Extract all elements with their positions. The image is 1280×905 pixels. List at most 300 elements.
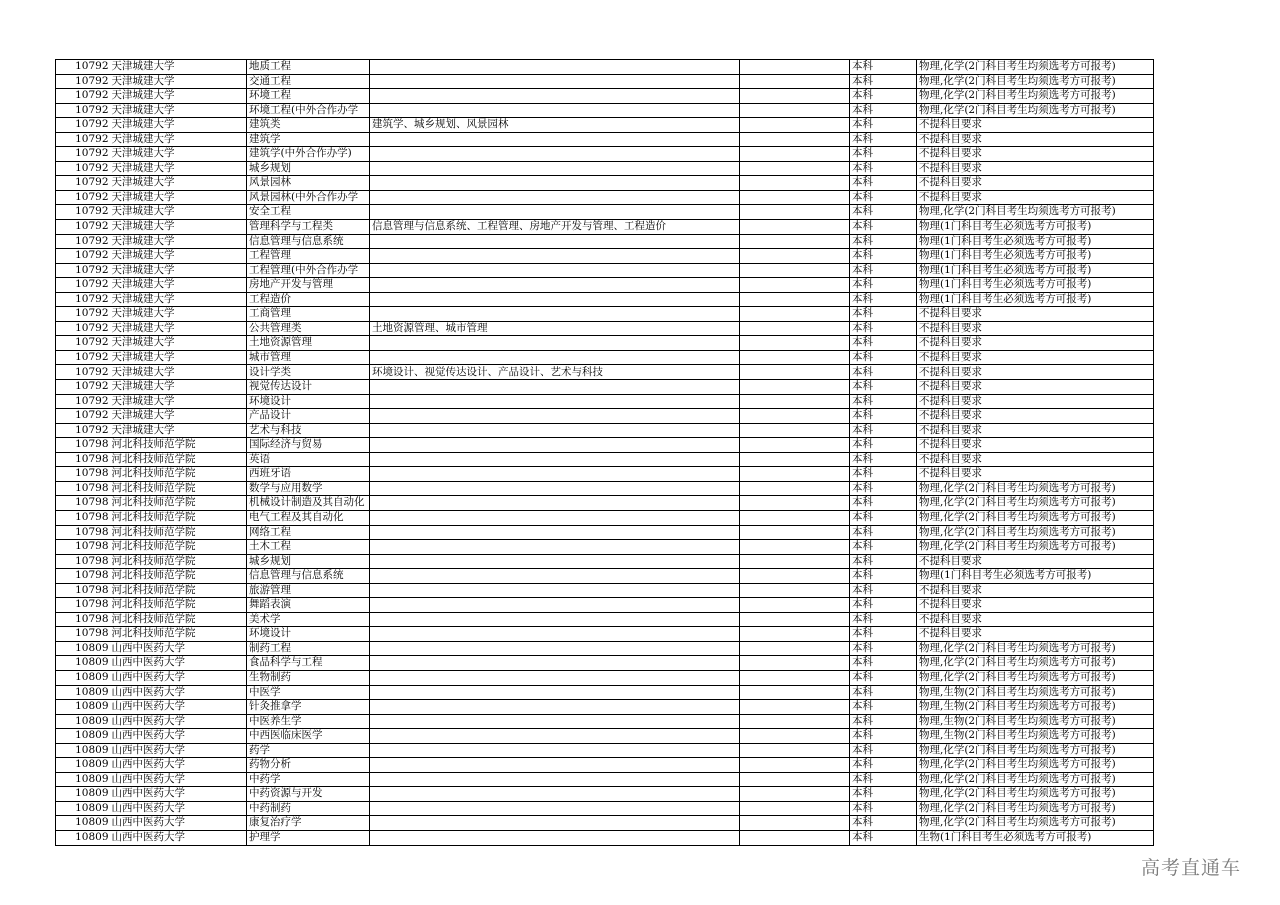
- note-cell: [740, 496, 850, 511]
- school-name-cell: 河北科技师范学院: [110, 481, 247, 496]
- note-cell: [740, 394, 850, 409]
- included-majors-cell: [370, 350, 740, 365]
- school-code-cell: 10798: [56, 612, 110, 627]
- subject-requirement-cell: 不提科目要求: [917, 598, 1154, 613]
- included-majors-cell: [370, 161, 740, 176]
- included-majors-cell: [370, 89, 740, 104]
- included-majors-cell: 土地资源管理、城市管理: [370, 321, 740, 336]
- major-cell: 风景园林: [247, 176, 370, 191]
- school-name-cell: 天津城建大学: [110, 307, 247, 322]
- school-code-cell: 10792: [56, 234, 110, 249]
- major-cell: 地质工程: [247, 60, 370, 75]
- included-majors-cell: [370, 467, 740, 482]
- subject-requirement-cell: 物理,化学(2门科目考生均须选考方可报考): [917, 816, 1154, 831]
- note-cell: [740, 554, 850, 569]
- level-cell: 本科: [850, 118, 917, 133]
- school-name-cell: 天津城建大学: [110, 132, 247, 147]
- table-row: [56, 292, 1154, 307]
- included-majors-cell: [370, 496, 740, 511]
- school-code-cell: 10809: [56, 656, 110, 671]
- school-name-cell: 山西中医药大学: [110, 714, 247, 729]
- included-majors-cell: [370, 510, 740, 525]
- school-code-cell: 10792: [56, 190, 110, 205]
- table-row: [56, 801, 1154, 816]
- table-row: [56, 190, 1154, 205]
- major-cell: 英语: [247, 452, 370, 467]
- school-code-cell: 10809: [56, 743, 110, 758]
- level-cell: 本科: [850, 729, 917, 744]
- table-row: [56, 758, 1154, 773]
- included-majors-cell: [370, 132, 740, 147]
- level-cell: 本科: [850, 598, 917, 613]
- table-row: [56, 612, 1154, 627]
- major-cell: 管理科学与工程类: [247, 220, 370, 235]
- school-name-cell: 天津城建大学: [110, 205, 247, 220]
- table-row: [56, 438, 1154, 453]
- school-code-cell: 10809: [56, 714, 110, 729]
- school-code-cell: 10798: [56, 627, 110, 642]
- included-majors-cell: [370, 438, 740, 453]
- major-cell: 工程造价: [247, 292, 370, 307]
- school-code-cell: 10792: [56, 220, 110, 235]
- school-code-cell: 10809: [56, 801, 110, 816]
- major-cell: 电气工程及其自动化: [247, 510, 370, 525]
- subject-requirement-cell: 物理(1门科目考生必须选考方可报考): [917, 292, 1154, 307]
- school-code-cell: 10798: [56, 540, 110, 555]
- table-row: [56, 554, 1154, 569]
- table-row: [56, 423, 1154, 438]
- major-cell: 工程管理(中外合作办学: [247, 263, 370, 278]
- included-majors-cell: [370, 743, 740, 758]
- major-cell: 城乡规划: [247, 554, 370, 569]
- subject-requirement-cell: 不提科目要求: [917, 583, 1154, 598]
- major-cell: 中药制药: [247, 801, 370, 816]
- table-row: [56, 670, 1154, 685]
- level-cell: 本科: [850, 74, 917, 89]
- included-majors-cell: [370, 816, 740, 831]
- school-name-cell: 天津城建大学: [110, 220, 247, 235]
- major-cell: 视觉传达设计: [247, 380, 370, 395]
- table-row: [56, 787, 1154, 802]
- school-code-cell: 10809: [56, 641, 110, 656]
- school-name-cell: 天津城建大学: [110, 118, 247, 133]
- school-code-cell: 10792: [56, 74, 110, 89]
- subject-requirement-cell: 物理,化学(2门科目考生均须选考方可报考): [917, 758, 1154, 773]
- subject-requirement-cell: 物理,化学(2门科目考生均须选考方可报考): [917, 801, 1154, 816]
- note-cell: [740, 438, 850, 453]
- table-row: [56, 481, 1154, 496]
- level-cell: 本科: [850, 394, 917, 409]
- table-row: [56, 147, 1154, 162]
- subject-requirement-cell: 不提科目要求: [917, 394, 1154, 409]
- subject-requirement-cell: 生物(1门科目考生必须选考方可报考): [917, 830, 1154, 845]
- subject-requirement-cell: 物理,化学(2门科目考生均须选考方可报考): [917, 103, 1154, 118]
- major-cell: 针灸推拿学: [247, 700, 370, 715]
- table-row: [56, 714, 1154, 729]
- note-cell: [740, 830, 850, 845]
- level-cell: 本科: [850, 89, 917, 104]
- table-row: [56, 234, 1154, 249]
- level-cell: 本科: [850, 321, 917, 336]
- major-cell: 国际经济与贸易: [247, 438, 370, 453]
- school-name-cell: 天津城建大学: [110, 278, 247, 293]
- level-cell: 本科: [850, 627, 917, 642]
- school-code-cell: 10798: [56, 569, 110, 584]
- subject-requirement-cell: 不提科目要求: [917, 132, 1154, 147]
- included-majors-cell: [370, 205, 740, 220]
- school-code-cell: 10798: [56, 452, 110, 467]
- table-row: [56, 641, 1154, 656]
- major-cell: 旅游管理: [247, 583, 370, 598]
- table-row: [56, 89, 1154, 104]
- major-cell: 城市管理: [247, 350, 370, 365]
- note-cell: [740, 118, 850, 133]
- school-name-cell: 河北科技师范学院: [110, 569, 247, 584]
- school-code-cell: 10792: [56, 336, 110, 351]
- school-name-cell: 山西中医药大学: [110, 758, 247, 773]
- table-row: [56, 263, 1154, 278]
- school-code-cell: 10792: [56, 103, 110, 118]
- school-code-cell: 10792: [56, 365, 110, 380]
- major-cell: 城乡规划: [247, 161, 370, 176]
- included-majors-cell: [370, 292, 740, 307]
- level-cell: 本科: [850, 220, 917, 235]
- school-code-cell: 10809: [56, 670, 110, 685]
- school-name-cell: 河北科技师范学院: [110, 438, 247, 453]
- table-row: [56, 685, 1154, 700]
- table-row: [56, 656, 1154, 671]
- major-cell: 土地资源管理: [247, 336, 370, 351]
- school-code-cell: 10809: [56, 816, 110, 831]
- school-code-cell: 10792: [56, 118, 110, 133]
- included-majors-cell: [370, 583, 740, 598]
- level-cell: 本科: [850, 190, 917, 205]
- school-code-cell: 10792: [56, 350, 110, 365]
- school-code-cell: 10792: [56, 60, 110, 75]
- major-cell: 药学: [247, 743, 370, 758]
- major-cell: 工程管理: [247, 249, 370, 264]
- school-code-cell: 10798: [56, 496, 110, 511]
- school-name-cell: 天津城建大学: [110, 409, 247, 424]
- included-majors-cell: [370, 249, 740, 264]
- school-name-cell: 河北科技师范学院: [110, 452, 247, 467]
- table-row: [56, 540, 1154, 555]
- table-row: [56, 249, 1154, 264]
- school-name-cell: 天津城建大学: [110, 321, 247, 336]
- note-cell: [740, 220, 850, 235]
- major-cell: 建筑学(中外合作办学): [247, 147, 370, 162]
- included-majors-cell: [370, 540, 740, 555]
- school-name-cell: 河北科技师范学院: [110, 612, 247, 627]
- included-majors-cell: [370, 263, 740, 278]
- school-name-cell: 河北科技师范学院: [110, 583, 247, 598]
- level-cell: 本科: [850, 263, 917, 278]
- included-majors-cell: [370, 685, 740, 700]
- note-cell: [740, 569, 850, 584]
- table-row: [56, 816, 1154, 831]
- school-name-cell: 山西中医药大学: [110, 743, 247, 758]
- school-code-cell: 10792: [56, 161, 110, 176]
- school-name-cell: 天津城建大学: [110, 190, 247, 205]
- level-cell: 本科: [850, 554, 917, 569]
- school-name-cell: 河北科技师范学院: [110, 496, 247, 511]
- note-cell: [740, 612, 850, 627]
- included-majors-cell: [370, 830, 740, 845]
- school-name-cell: 山西中医药大学: [110, 700, 247, 715]
- level-cell: 本科: [850, 205, 917, 220]
- level-cell: 本科: [850, 801, 917, 816]
- included-majors-cell: [370, 569, 740, 584]
- included-majors-cell: [370, 758, 740, 773]
- school-name-cell: 天津城建大学: [110, 74, 247, 89]
- major-cell: 环境工程(中外合作办学: [247, 103, 370, 118]
- school-code-cell: 10792: [56, 132, 110, 147]
- subject-requirement-cell: 不提科目要求: [917, 467, 1154, 482]
- school-name-cell: 山西中医药大学: [110, 830, 247, 845]
- school-name-cell: 河北科技师范学院: [110, 510, 247, 525]
- school-name-cell: 天津城建大学: [110, 394, 247, 409]
- school-name-cell: 天津城建大学: [110, 89, 247, 104]
- level-cell: 本科: [850, 350, 917, 365]
- note-cell: [740, 787, 850, 802]
- level-cell: 本科: [850, 161, 917, 176]
- school-code-cell: 10798: [56, 481, 110, 496]
- school-name-cell: 天津城建大学: [110, 249, 247, 264]
- included-majors-cell: 建筑学、城乡规划、风景园林: [370, 118, 740, 133]
- school-code-cell: 10809: [56, 700, 110, 715]
- subject-requirement-cell: 不提科目要求: [917, 147, 1154, 162]
- level-cell: 本科: [850, 656, 917, 671]
- subject-requirement-cell: 不提科目要求: [917, 161, 1154, 176]
- table-row: [56, 205, 1154, 220]
- note-cell: [740, 176, 850, 191]
- level-cell: 本科: [850, 307, 917, 322]
- included-majors-cell: [370, 423, 740, 438]
- major-cell: 康复治疗学: [247, 816, 370, 831]
- major-cell: 设计学类: [247, 365, 370, 380]
- subject-requirement-cell: 不提科目要求: [917, 438, 1154, 453]
- note-cell: [740, 525, 850, 540]
- table-row: [56, 598, 1154, 613]
- subject-requirement-cell: 物理,化学(2门科目考生均须选考方可报考): [917, 481, 1154, 496]
- major-cell: 中西医临床医学: [247, 729, 370, 744]
- school-code-cell: 10792: [56, 278, 110, 293]
- level-cell: 本科: [850, 714, 917, 729]
- note-cell: [740, 278, 850, 293]
- subject-requirement-cell: 不提科目要求: [917, 554, 1154, 569]
- school-name-cell: 天津城建大学: [110, 263, 247, 278]
- subject-requirements-table: [55, 59, 1154, 846]
- note-cell: [740, 510, 850, 525]
- major-cell: 建筑类: [247, 118, 370, 133]
- included-majors-cell: [370, 656, 740, 671]
- school-name-cell: 山西中医药大学: [110, 816, 247, 831]
- note-cell: [740, 234, 850, 249]
- note-cell: [740, 743, 850, 758]
- school-name-cell: 天津城建大学: [110, 147, 247, 162]
- major-cell: 建筑学: [247, 132, 370, 147]
- included-majors-cell: [370, 729, 740, 744]
- major-cell: 生物制药: [247, 670, 370, 685]
- table-row: [56, 220, 1154, 235]
- subject-requirement-cell: 不提科目要求: [917, 365, 1154, 380]
- level-cell: 本科: [850, 641, 917, 656]
- note-cell: [740, 641, 850, 656]
- major-cell: 中医学: [247, 685, 370, 700]
- school-code-cell: 10798: [56, 510, 110, 525]
- table-row: [56, 496, 1154, 511]
- school-code-cell: 10792: [56, 176, 110, 191]
- subject-requirement-cell: 不提科目要求: [917, 409, 1154, 424]
- note-cell: [740, 74, 850, 89]
- included-majors-cell: [370, 670, 740, 685]
- included-majors-cell: [370, 525, 740, 540]
- major-cell: 房地产开发与管理: [247, 278, 370, 293]
- included-majors-cell: [370, 307, 740, 322]
- note-cell: [740, 700, 850, 715]
- table-row: [56, 627, 1154, 642]
- included-majors-cell: [370, 190, 740, 205]
- subject-requirement-cell: 不提科目要求: [917, 452, 1154, 467]
- note-cell: [740, 147, 850, 162]
- level-cell: 本科: [850, 787, 917, 802]
- school-code-cell: 10798: [56, 554, 110, 569]
- school-name-cell: 河北科技师范学院: [110, 554, 247, 569]
- table-row: [56, 161, 1154, 176]
- note-cell: [740, 423, 850, 438]
- level-cell: 本科: [850, 700, 917, 715]
- note-cell: [740, 292, 850, 307]
- table-row: [56, 118, 1154, 133]
- major-cell: 土木工程: [247, 540, 370, 555]
- school-code-cell: 10792: [56, 307, 110, 322]
- note-cell: [740, 670, 850, 685]
- major-cell: 数学与应用数学: [247, 481, 370, 496]
- table-row: [56, 307, 1154, 322]
- subject-requirement-cell: 物理,化学(2门科目考生均须选考方可报考): [917, 60, 1154, 75]
- note-cell: [740, 365, 850, 380]
- note-cell: [740, 685, 850, 700]
- table-row: [56, 510, 1154, 525]
- school-code-cell: 10792: [56, 147, 110, 162]
- subject-requirement-cell: 物理,化学(2门科目考生均须选考方可报考): [917, 540, 1154, 555]
- subject-requirement-cell: 物理,化学(2门科目考生均须选考方可报考): [917, 205, 1154, 220]
- watermark: 高考直通车: [1141, 857, 1242, 879]
- table-row: [56, 74, 1154, 89]
- table-row: [56, 830, 1154, 845]
- included-majors-cell: [370, 147, 740, 162]
- school-code-cell: 10792: [56, 292, 110, 307]
- level-cell: 本科: [850, 423, 917, 438]
- school-code-cell: 10792: [56, 205, 110, 220]
- school-name-cell: 河北科技师范学院: [110, 598, 247, 613]
- major-cell: 艺术与科技: [247, 423, 370, 438]
- note-cell: [740, 772, 850, 787]
- note-cell: [740, 816, 850, 831]
- note-cell: [740, 481, 850, 496]
- note-cell: [740, 452, 850, 467]
- level-cell: 本科: [850, 365, 917, 380]
- level-cell: 本科: [850, 249, 917, 264]
- major-cell: 产品设计: [247, 409, 370, 424]
- subject-requirement-cell: 不提科目要求: [917, 612, 1154, 627]
- subject-requirement-cell: 物理,化学(2门科目考生均须选考方可报考): [917, 656, 1154, 671]
- subject-requirement-cell: 物理,化学(2门科目考生均须选考方可报考): [917, 74, 1154, 89]
- school-code-cell: 10809: [56, 772, 110, 787]
- included-majors-cell: [370, 234, 740, 249]
- school-name-cell: 天津城建大学: [110, 350, 247, 365]
- note-cell: [740, 190, 850, 205]
- subject-requirement-cell: 不提科目要求: [917, 350, 1154, 365]
- subject-requirement-cell: 不提科目要求: [917, 627, 1154, 642]
- major-cell: 安全工程: [247, 205, 370, 220]
- table-row: [56, 60, 1154, 75]
- table-row: [56, 365, 1154, 380]
- table-row: [56, 743, 1154, 758]
- school-code-cell: 10798: [56, 598, 110, 613]
- included-majors-cell: [370, 801, 740, 816]
- note-cell: [740, 656, 850, 671]
- level-cell: 本科: [850, 772, 917, 787]
- subject-requirement-cell: 不提科目要求: [917, 118, 1154, 133]
- included-majors-cell: [370, 612, 740, 627]
- school-name-cell: 河北科技师范学院: [110, 467, 247, 482]
- school-code-cell: 10798: [56, 438, 110, 453]
- subject-requirement-cell: 不提科目要求: [917, 190, 1154, 205]
- subject-requirement-cell: 物理,化学(2门科目考生均须选考方可报考): [917, 496, 1154, 511]
- included-majors-cell: [370, 394, 740, 409]
- note-cell: [740, 60, 850, 75]
- level-cell: 本科: [850, 743, 917, 758]
- included-majors-cell: [370, 554, 740, 569]
- subject-requirement-cell: 物理(1门科目考生必须选考方可报考): [917, 263, 1154, 278]
- table-row: [56, 700, 1154, 715]
- level-cell: 本科: [850, 176, 917, 191]
- level-cell: 本科: [850, 278, 917, 293]
- level-cell: 本科: [850, 452, 917, 467]
- level-cell: 本科: [850, 670, 917, 685]
- major-cell: 中药资源与开发: [247, 787, 370, 802]
- school-name-cell: 天津城建大学: [110, 103, 247, 118]
- table-row: [56, 278, 1154, 293]
- included-majors-cell: [370, 598, 740, 613]
- note-cell: [740, 336, 850, 351]
- subject-requirement-cell: 物理,化学(2门科目考生均须选考方可报考): [917, 787, 1154, 802]
- major-cell: 西班牙语: [247, 467, 370, 482]
- school-code-cell: 10792: [56, 249, 110, 264]
- table-row: [56, 132, 1154, 147]
- major-cell: 机械设计制造及其自动化: [247, 496, 370, 511]
- level-cell: 本科: [850, 380, 917, 395]
- table-row: [56, 525, 1154, 540]
- note-cell: [740, 583, 850, 598]
- school-code-cell: 10809: [56, 758, 110, 773]
- table-row: [56, 350, 1154, 365]
- table-row: [56, 772, 1154, 787]
- subject-requirement-cell: 物理(1门科目考生必须选考方可报考): [917, 234, 1154, 249]
- level-cell: 本科: [850, 481, 917, 496]
- note-cell: [740, 350, 850, 365]
- subject-requirement-cell: 物理,生物(2门科目考生均须选考方可报考): [917, 729, 1154, 744]
- school-code-cell: 10798: [56, 583, 110, 598]
- table-row: [56, 569, 1154, 584]
- subject-requirement-cell: 物理,化学(2门科目考生均须选考方可报考): [917, 525, 1154, 540]
- school-name-cell: 天津城建大学: [110, 380, 247, 395]
- note-cell: [740, 89, 850, 104]
- level-cell: 本科: [850, 409, 917, 424]
- subject-requirement-cell: 不提科目要求: [917, 336, 1154, 351]
- major-cell: 环境设计: [247, 627, 370, 642]
